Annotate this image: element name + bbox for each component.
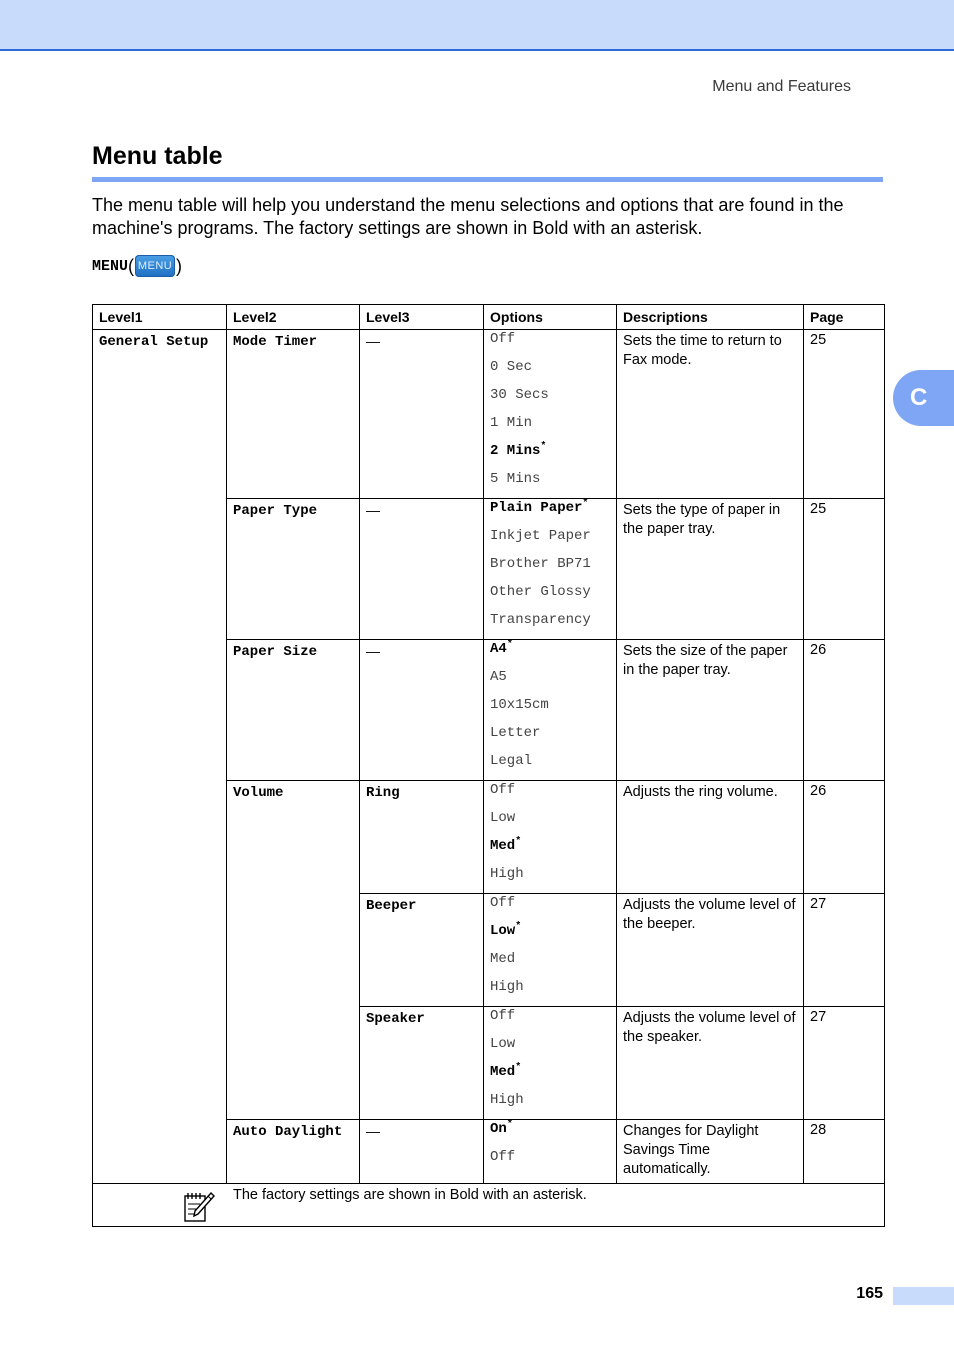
page-cell <box>804 640 885 781</box>
level2-cell <box>227 1120 360 1184</box>
level2-cell <box>227 330 360 499</box>
note-text: The factory settings are shown in Bold with an asterisk. <box>233 1187 587 1203</box>
description-cell <box>617 330 804 499</box>
title-rule <box>92 177 883 182</box>
menu-table <box>92 304 885 1227</box>
level3-label: — <box>366 333 380 349</box>
option-label: Off <box>490 895 516 911</box>
option-label: Transparency <box>490 612 591 628</box>
level3-cell <box>360 1007 484 1120</box>
page-cell <box>804 1007 885 1120</box>
level2-label: Mode Timer <box>233 334 318 350</box>
page-ref: 27 <box>810 1009 827 1025</box>
option-label: Low <box>490 810 516 826</box>
page-ref: 25 <box>810 501 827 517</box>
page-cell <box>804 499 885 640</box>
option-label: Off <box>490 1008 516 1024</box>
page-ref: 26 <box>810 783 827 799</box>
option-label: Off <box>490 1149 516 1165</box>
option-label: Off <box>490 782 516 798</box>
description-text: Adjusts the volume level of the speaker. <box>623 1010 796 1045</box>
option-item-default <box>490 922 610 950</box>
description-cell <box>617 499 804 640</box>
section-label: Menu and Features <box>712 78 851 95</box>
option-item <box>490 752 610 780</box>
level3-cell <box>360 781 484 894</box>
option-item <box>490 865 610 893</box>
page-ref: 28 <box>810 1122 827 1138</box>
menu-close-paren: ) <box>176 255 183 276</box>
option-item <box>490 668 610 696</box>
option-label: On <box>490 1121 507 1137</box>
level3-cell <box>360 499 484 640</box>
options-cell <box>484 1007 617 1120</box>
note-pencil-icon <box>183 1190 215 1224</box>
default-marker: * <box>515 1062 522 1074</box>
page-ref: 26 <box>810 642 827 658</box>
description-cell <box>617 1120 804 1184</box>
level3-label: — <box>366 643 380 659</box>
table-row <box>93 330 885 499</box>
note-cell <box>93 1184 885 1227</box>
options-cell <box>484 781 617 894</box>
description-cell <box>617 781 804 894</box>
default-marker: * <box>515 921 522 933</box>
page-title: Menu table <box>92 142 223 170</box>
option-item <box>490 950 610 978</box>
option-label: Low <box>490 1036 516 1052</box>
option-label: 10x15cm <box>490 697 549 713</box>
header-descriptions: Descriptions <box>617 305 804 330</box>
page-number-bar <box>893 1287 954 1305</box>
page-cell <box>804 330 885 499</box>
option-item <box>490 358 610 386</box>
page-cell <box>804 1120 885 1184</box>
page-number: 165 <box>856 1285 883 1302</box>
option-label: Other Glossy <box>490 584 591 600</box>
option-item <box>490 555 610 583</box>
option-label: 0 Sec <box>490 359 533 375</box>
level2-cell <box>227 781 360 1120</box>
option-item-default <box>490 1063 610 1091</box>
description-cell <box>617 640 804 781</box>
option-label: 30 Secs <box>490 387 549 403</box>
level2-label: Paper Size <box>233 644 318 660</box>
page-ref: 27 <box>810 896 827 912</box>
default-marker: * <box>582 498 589 510</box>
level3-cell <box>360 894 484 1007</box>
level2-cell <box>227 499 360 640</box>
option-item-default <box>490 442 610 470</box>
level1-label: General Setup <box>99 334 209 350</box>
description-text: Adjusts the ring volume. <box>623 784 778 800</box>
level3-cell <box>360 640 484 781</box>
option-item <box>490 724 610 752</box>
level1-cell <box>93 330 227 1184</box>
option-item-default <box>490 1120 610 1148</box>
option-item <box>490 894 610 922</box>
level3-label: Ring <box>366 785 400 801</box>
default-marker: * <box>515 836 522 848</box>
option-label: Legal <box>490 753 533 769</box>
option-item <box>490 1007 610 1035</box>
option-item <box>490 414 610 442</box>
page-cell <box>804 894 885 1007</box>
option-label: 1 Min <box>490 415 533 431</box>
level2-cell <box>227 640 360 781</box>
option-label: Off <box>490 331 516 347</box>
option-label: High <box>490 1092 524 1108</box>
option-label: 5 Mins <box>490 471 541 487</box>
option-item <box>490 527 610 555</box>
description-text: Changes for Daylight Savings Time automatically. <box>623 1123 759 1177</box>
description-text: Sets the time to return to Fax mode. <box>623 333 782 368</box>
option-item <box>490 809 610 837</box>
option-item <box>490 696 610 724</box>
level3-label: — <box>366 1123 380 1139</box>
options-cell <box>484 1120 617 1184</box>
option-label: Low <box>490 923 516 939</box>
page-ref: 25 <box>810 332 827 348</box>
intro-paragraph: The menu table will help you understand the menu selections and options that are found in the machine's programs. The factory settings are shown in Bold with an asterisk. <box>92 195 844 238</box>
level3-label: Speaker <box>366 1011 425 1027</box>
option-item <box>490 386 610 414</box>
option-label: Plain Paper <box>490 500 583 516</box>
table-body <box>93 330 885 1227</box>
description-text: Sets the size of the paper in the paper tray. <box>623 643 788 678</box>
level2-label: Auto Daylight <box>233 1124 343 1140</box>
default-marker: * <box>506 639 513 651</box>
default-marker: * <box>540 441 547 453</box>
level3-label: — <box>366 502 380 518</box>
menu-key-line <box>92 254 182 278</box>
page-cell <box>804 781 885 894</box>
option-item <box>490 1035 610 1063</box>
options-cell <box>484 330 617 499</box>
level2-label: Paper Type <box>233 503 318 519</box>
option-label: Med <box>490 951 516 967</box>
options-cell <box>484 499 617 640</box>
options-cell <box>484 894 617 1007</box>
note-row <box>93 1184 885 1227</box>
level3-cell <box>360 1120 484 1184</box>
option-label: A4 <box>490 641 507 657</box>
option-label: Letter <box>490 725 541 741</box>
menu-key-icon: MENU <box>135 255 175 277</box>
header-bar <box>0 0 954 51</box>
option-item-default <box>490 499 610 527</box>
description-cell <box>617 1007 804 1120</box>
option-label: Med <box>490 1064 516 1080</box>
description-text: Adjusts the volume level of the beeper. <box>623 897 796 932</box>
option-label: Brother BP71 <box>490 556 591 572</box>
level3-cell <box>360 330 484 499</box>
option-label: Inkjet Paper <box>490 528 591 544</box>
option-item <box>490 470 610 498</box>
options-cell <box>484 640 617 781</box>
option-item-default <box>490 640 610 668</box>
menu-label: MENU <box>92 257 129 275</box>
option-item <box>490 330 610 358</box>
option-item-default <box>490 837 610 865</box>
option-item <box>490 583 610 611</box>
header-options: Options <box>484 305 617 330</box>
option-label: A5 <box>490 669 507 685</box>
appendix-tab: C <box>893 370 954 426</box>
header-level3: Level3 <box>360 305 484 330</box>
option-item <box>490 1148 610 1176</box>
level3-label: Beeper <box>366 898 417 914</box>
level2-label: Volume <box>233 785 284 801</box>
option-label: 2 Mins <box>490 443 541 459</box>
header-level2: Level2 <box>227 305 360 330</box>
default-marker: * <box>506 1119 513 1131</box>
option-item <box>490 781 610 809</box>
option-item <box>490 978 610 1006</box>
description-text: Sets the type of paper in the paper tray. <box>623 502 781 537</box>
menu-open-paren: ( <box>128 255 135 276</box>
option-item <box>490 1091 610 1119</box>
header-level1: Level1 <box>93 305 227 330</box>
option-item <box>490 611 610 639</box>
header-page: Page <box>804 305 885 330</box>
option-label: Med <box>490 838 516 854</box>
option-label: High <box>490 866 524 882</box>
table-header-row <box>93 305 885 330</box>
description-cell <box>617 894 804 1007</box>
option-label: High <box>490 979 524 995</box>
